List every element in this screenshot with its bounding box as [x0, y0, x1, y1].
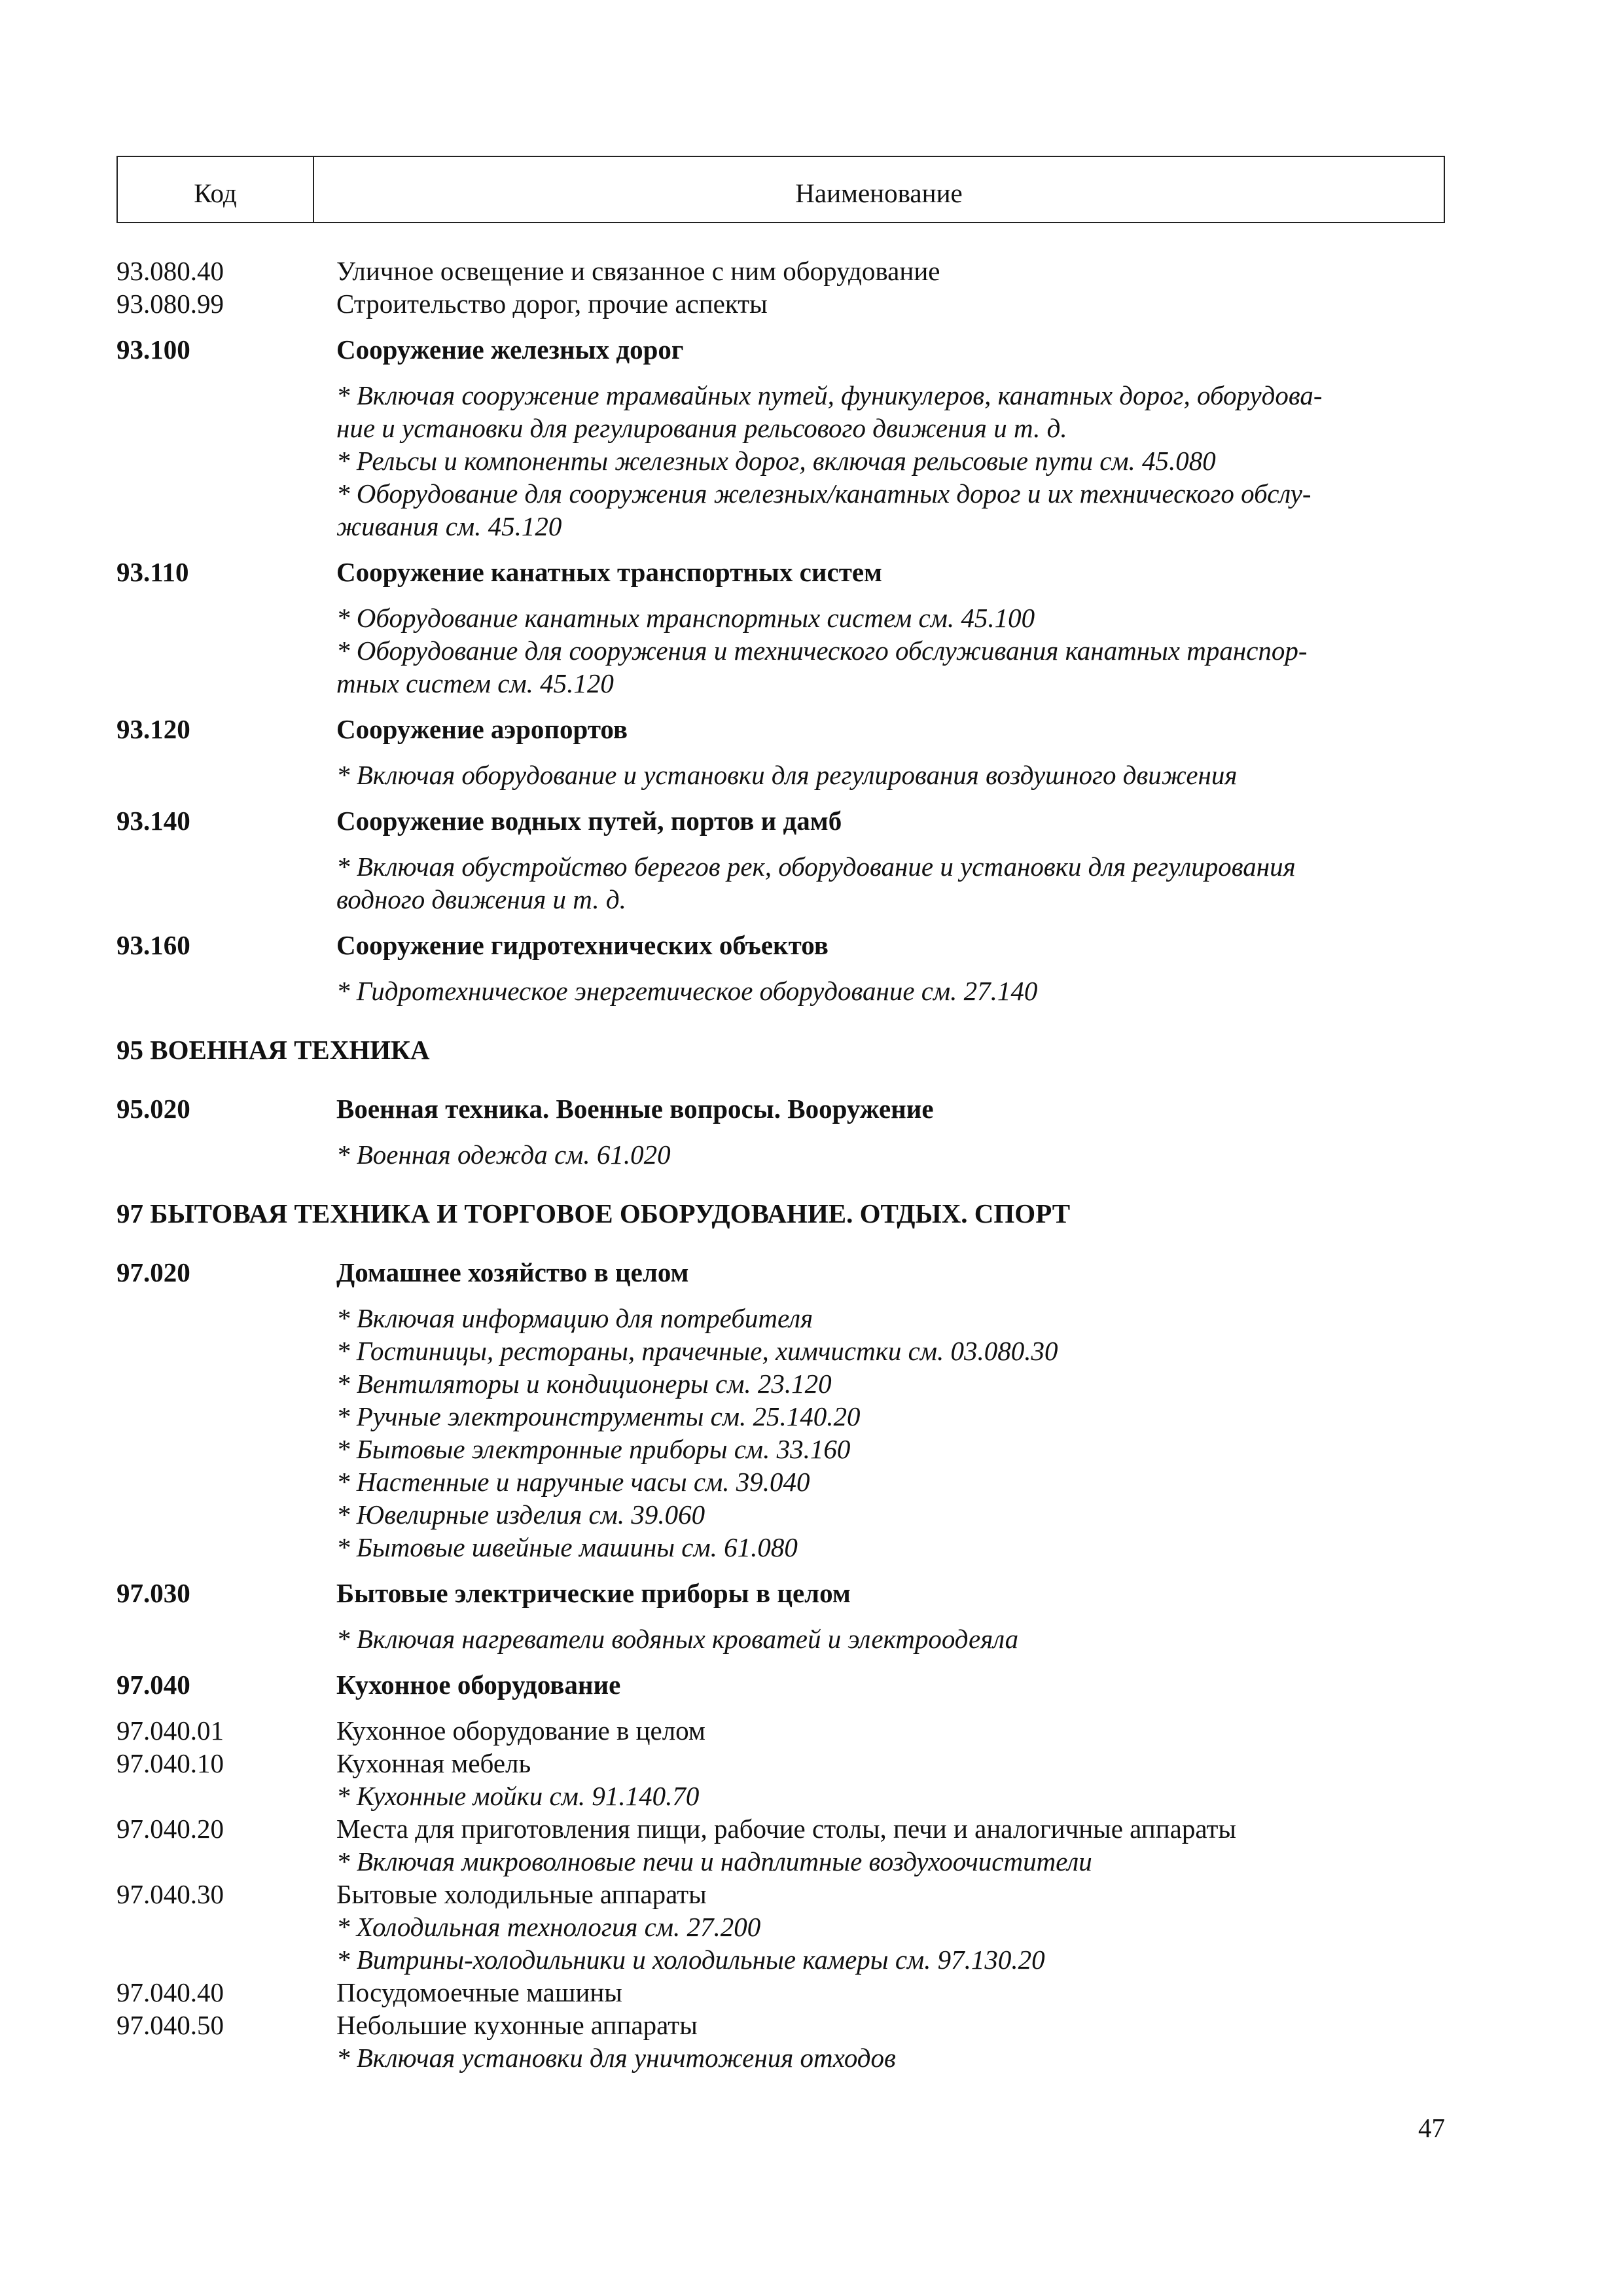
part-heading: 95 ВОЕННАЯ ТЕХНИКА — [116, 1035, 430, 1065]
section-title: Сооружение гидротехнических объектов — [336, 930, 829, 960]
section-heading — [116, 1668, 1445, 1701]
note-line: * Холодильная технология см. 27.200 — [336, 1912, 761, 1942]
header-name-cell: Наименование — [795, 177, 963, 208]
section-title: Домашнее хозяйство в целом — [336, 1257, 689, 1287]
note-block — [116, 850, 1445, 916]
note-line: * Гостиницы, рестораны, прачечные, химчистки см. 03.080.30 — [336, 1336, 1058, 1366]
list-item — [116, 287, 1445, 320]
note-line: * Включая обустройство берегов рек, оборудование и установки для регулирования — [336, 852, 1296, 882]
item-code: 97.040.20 — [116, 1814, 224, 1844]
note-line: * Ручные электроинструменты см. 25.140.20 — [336, 1401, 861, 1431]
page-number: 47 — [1418, 2113, 1445, 2143]
note-line: * Витрины-холодильники и холодильные камеры см. 97.130.20 — [336, 1945, 1045, 1975]
section-code: 97.020 — [116, 1257, 190, 1287]
section-title: Бытовые электрические приборы в целом — [336, 1578, 851, 1608]
note-line: * Включая информацию для потребителя — [336, 1303, 813, 1333]
section-title: Сооружение железных дорог — [336, 334, 684, 365]
section-heading — [116, 1092, 1445, 1125]
item-title: Строительство дорог, прочие аспекты — [336, 289, 768, 319]
section-heading — [116, 556, 1445, 588]
note-line: * Настенные и наручные часы см. 39.040 — [336, 1467, 810, 1497]
item-title: Места для приготовления пищи, рабочие столы, печи и аналогичные аппараты — [336, 1814, 1236, 1844]
note-block — [116, 379, 1445, 543]
item-code: 97.040.01 — [116, 1715, 224, 1746]
header-code-cell: Код — [118, 157, 314, 222]
list-item — [116, 1747, 1445, 1812]
note-line: * Рельсы и компоненты железных дорог, включая рельсовые пути см. 45.080 — [336, 446, 1216, 476]
note-line: * Включая оборудование и установки для регулирования воздушного движения — [336, 760, 1238, 790]
note-block — [116, 759, 1445, 791]
note-block — [116, 1138, 1445, 1171]
item-title: Кухонное оборудование в целом — [336, 1715, 705, 1746]
section-code: 93.140 — [116, 806, 190, 836]
section-code: 93.100 — [116, 334, 190, 365]
note-line: * Гидротехническое энергетическое оборудование см. 27.140 — [336, 976, 1038, 1006]
list-item — [116, 1812, 1445, 1878]
item-code: 97.040.40 — [116, 1977, 224, 2007]
section-title: Военная техника. Военные вопросы. Вооружение — [336, 1094, 934, 1124]
section-code: 97.030 — [116, 1578, 190, 1608]
note-line: * Включая сооружение трамвайных путей, фуникулеров, канатных дорог, оборудова- — [336, 380, 1323, 410]
note-line: * Бытовые швейные машины см. 61.080 — [336, 1532, 798, 1562]
item-title: Посудомоечные машины — [336, 1977, 622, 2007]
item-code: 93.080.99 — [116, 289, 224, 319]
note-line: * Оборудование канатных транспортных систем см. 45.100 — [336, 603, 1035, 633]
note-line: * Включая установки для уничтожения отходов — [336, 2043, 896, 2073]
item-code: 97.040.10 — [116, 1748, 224, 1778]
section-heading — [116, 1256, 1445, 1289]
note-line: * Военная одежда см. 61.020 — [336, 1139, 671, 1170]
item-title: Небольшие кухонные аппараты — [336, 2010, 698, 2040]
item-code: 97.040.50 — [116, 2010, 224, 2040]
section-code: 93.160 — [116, 930, 190, 960]
section-code: 95.020 — [116, 1094, 190, 1124]
note-line: живания см. 45.120 — [336, 511, 562, 541]
section-title: Сооружение аэропортов — [336, 714, 628, 744]
part-heading: 97 БЫТОВАЯ ТЕХНИКА И ТОРГОВОЕ ОБОРУДОВАНИЕ. ОТДЫХ. СПОРТ — [116, 1198, 1071, 1229]
item-code: 97.040.30 — [116, 1879, 224, 1909]
note-line: тных систем см. 45.120 — [336, 668, 614, 698]
list-item — [116, 2009, 1445, 2074]
list-item — [116, 1878, 1445, 1976]
section-code: 97.040 — [116, 1670, 190, 1700]
note-block — [116, 1623, 1445, 1655]
list-item — [116, 1714, 1445, 1747]
note-line: * Бытовые электронные приборы см. 33.160 — [336, 1434, 851, 1464]
item-title: Уличное освещение и связанное с ним оборудование — [336, 256, 940, 286]
list-item — [116, 255, 1445, 287]
note-line: * Включая нагреватели водяных кроватей и электроодеяла — [336, 1624, 1019, 1654]
note-block — [116, 601, 1445, 700]
note-line: * Вентиляторы и кондиционеры см. 23.120 — [336, 1369, 832, 1399]
note-block — [116, 975, 1445, 1007]
note-line: * Кухонные мойки см. 91.140.70 — [336, 1781, 700, 1811]
note-line: * Оборудование для сооружения железных/канатных дорог и их технического обслу- — [336, 478, 1311, 509]
section-heading — [116, 804, 1445, 837]
section-heading — [116, 929, 1445, 961]
item-title: Кухонная мебель — [336, 1748, 531, 1778]
classification-list — [116, 255, 1445, 2074]
note-block — [116, 1302, 1445, 1564]
section-title: Кухонное оборудование — [336, 1670, 621, 1700]
section-title: Сооружение канатных транспортных систем — [336, 557, 882, 587]
table-header — [116, 156, 1445, 223]
note-line: * Оборудование для сооружения и технического обслуживания канатных транспор- — [336, 636, 1308, 666]
item-title: Бытовые холодильные аппараты — [336, 1879, 707, 1909]
note-line: ние и установки для регулирования рельсового движения и т. д. — [336, 413, 1067, 443]
section-code: 93.110 — [116, 557, 189, 587]
note-line: * Ювелирные изделия см. 39.060 — [336, 1499, 705, 1530]
section-heading — [116, 333, 1445, 366]
section-title: Сооружение водных путей, портов и дамб — [336, 806, 842, 836]
note-line: * Включая микроволновые печи и надплитные воздухоочистители — [336, 1846, 1092, 1876]
section-code: 93.120 — [116, 714, 190, 744]
list-item — [116, 1976, 1445, 2009]
note-line: водного движения и т. д. — [336, 884, 626, 914]
section-heading — [116, 1577, 1445, 1609]
section-heading — [116, 713, 1445, 745]
item-code: 93.080.40 — [116, 256, 224, 286]
